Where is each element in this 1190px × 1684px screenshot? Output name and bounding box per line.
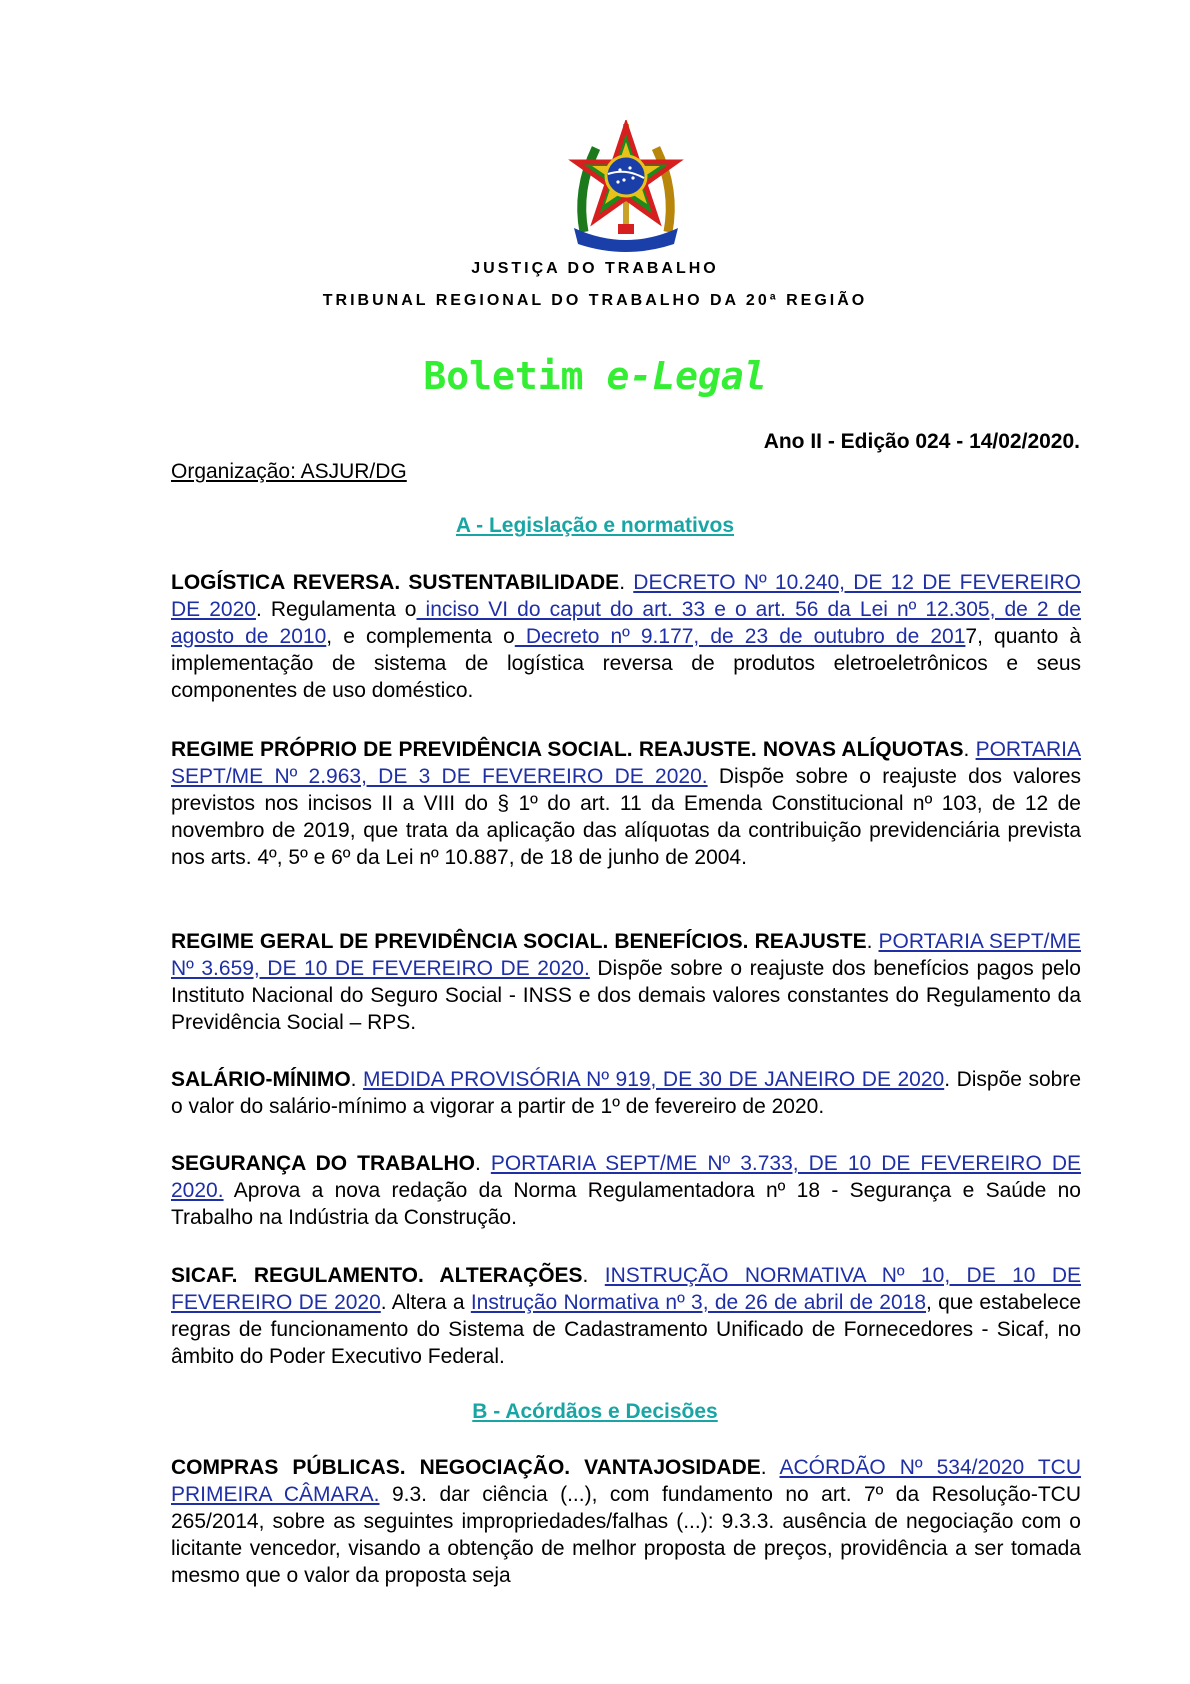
entry-public-procurement [171,1454,1081,1589]
entry-text: 9.3. dar ciência (...), com fundamento no art. 7º da Resolução-TCU 265/2014, sobre as seguintes impropriedades/falhas (...): 9.3.3. ausência de negociação com o licitante vencedor, visando a obtenção de melhor proposta de preços, providência a ser tomada mesmo que o valor da proposta seja [171,1483,1081,1587]
bulletin-title [0,354,1190,398]
edition-info: Ano II - Edição 024 - 14/02/2020. [763,430,1080,453]
court-name: TRIBUNAL REGIONAL DO TRABALHO DA 20ª REGIÃO [322,292,868,309]
entry-minimum-wage [171,1066,1081,1120]
ordinance-3733-link[interactable]: PORTARIA SEPT/ME Nº 3.733, DE 10 DE FEVEREIRO DE 2020. [171,1152,1081,1202]
entry-general-social-security [171,928,1081,1036]
entry-reverse-logistics [171,569,1081,704]
entry-text: Dispõe sobre o reajuste dos benefícios pagos pelo Instituto Nacional do Seguro Social - INSS e dos demais valores constantes do Regulamento da Previdência Social – RPS. [171,957,1081,1034]
ordinance-2963-link[interactable]: PORTARIA SEPT/ME Nº 2.963, DE 3 DE FEVEREIRO DE 2020. [171,738,1081,788]
entry-text: . [866,930,879,953]
entry-title: LOGÍSTICA REVERSA. SUSTENTABILIDADE [171,571,620,594]
ordinance-3659-link[interactable]: PORTARIA SEPT/ME Nº 3.659, DE 10 DE FEVEREIRO DE 2020. [171,930,1082,980]
entry-own-social-security [171,736,1081,871]
entry-text: 7, quanto à implementação de sistema de logística reversa de produtos eletroeletrônicos e seus componentes de uso doméstico. [171,625,1081,702]
provisional-measure-link[interactable]: MEDIDA PROVISÓRIA Nº 919, DE 30 DE JANEIRO DE 2020 [363,1068,945,1091]
entry-title: REGIME GERAL DE PREVIDÊNCIA SOCIAL. BENEFÍCIOS. REAJUSTE [171,930,867,953]
entry-title: SICAF. REGULAMENTO. ALTERAÇÕES [171,1264,583,1287]
brazil-coat-of-arms-icon [566,120,686,252]
entry-text: . Regulamenta o [255,598,417,621]
section-heading-legislation[interactable]: A - Legislação e normativos [455,514,735,537]
entry-text: , que estabelece regras de funcionamento do Sistema de Cadastramento Unificado de Fornecedores - Sicaf, no âmbito do Poder Executivo Federal. [171,1291,1082,1368]
entry-title: SALÁRIO-MÍNIMO [171,1068,351,1091]
entry-text: . Dispõe sobre o valor do salário-mínimo a vigorar a partir de 1º de fevereiro de 2020. [171,1068,1082,1118]
decree-link[interactable]: DECRETO Nº 10.240, DE 12 DE FEVEREIRO DE 2020 [171,571,1082,621]
entry-text: , e complementa o [326,625,515,648]
decree-9177-link[interactable]: Decreto nº 9.177, de 23 de outubro de 201 [514,625,966,648]
section-heading-decisions[interactable]: B - Acórdãos e Decisões [472,1400,718,1423]
entry-text: . [619,571,634,594]
entry-title: COMPRAS PÚBLICAS. NEGOCIAÇÃO. VANTAJOSIDADE [171,1456,761,1479]
entry-text: . [350,1068,364,1091]
entry-sicaf [171,1262,1081,1370]
entry-text: Aprova a nova redação da Norma Regulamentadora nº 18 - Segurança e Saúde no Trabalho na Indústria da Construção. [171,1179,1081,1229]
entry-text: . [582,1264,605,1287]
entry-text: . [474,1152,491,1175]
bulletin-title-em: e-Legal [606,354,767,398]
entry-text: Dispõe sobre o reajuste dos valores previstos nos incisos II a VIII do § 1º do art. 11 da Emenda Constitucional nº 103, de 12 de novembro de 2019, que trata da aplicação das alíquotas da contribuição previdenciária prevista nos arts. 4º, 5º e 6º da Lei nº 10.887, de 18 de junho de 2004. [171,765,1081,869]
entry-text: . [760,1456,780,1479]
entry-title: REGIME PRÓPRIO DE PREVIDÊNCIA SOCIAL. REAJUSTE. NOVAS ALÍQUOTAS [171,738,964,761]
entry-text: . Altera a [380,1291,471,1314]
organization-info: Organização: ASJUR/DG [171,460,407,483]
normative-instruction-10-link[interactable]: INSTRUÇÃO NORMATIVA Nº 10, DE 10 DE FEVEREIRO DE 2020 [171,1264,1081,1314]
entry-text: . [963,738,976,761]
tcu-ruling-link[interactable]: ACÓRDÃO Nº 534/2020 TCU PRIMEIRA CÂMARA. [171,1456,1082,1506]
entry-title: SEGURANÇA DO TRABALHO [171,1152,475,1175]
entry-work-safety [171,1150,1081,1231]
normative-instruction-3-link[interactable]: Instrução Normativa nº 3, de 26 de abril de 2018 [470,1291,927,1314]
bulletin-title-prefix: Boletim [423,354,607,398]
law-link[interactable]: inciso VI do caput do art. 33 e o art. 56 da Lei nº 12.305, de 2 de agosto de 2010 [171,598,1081,648]
org-name: JUSTIÇA DO TRABALHO [471,260,719,277]
